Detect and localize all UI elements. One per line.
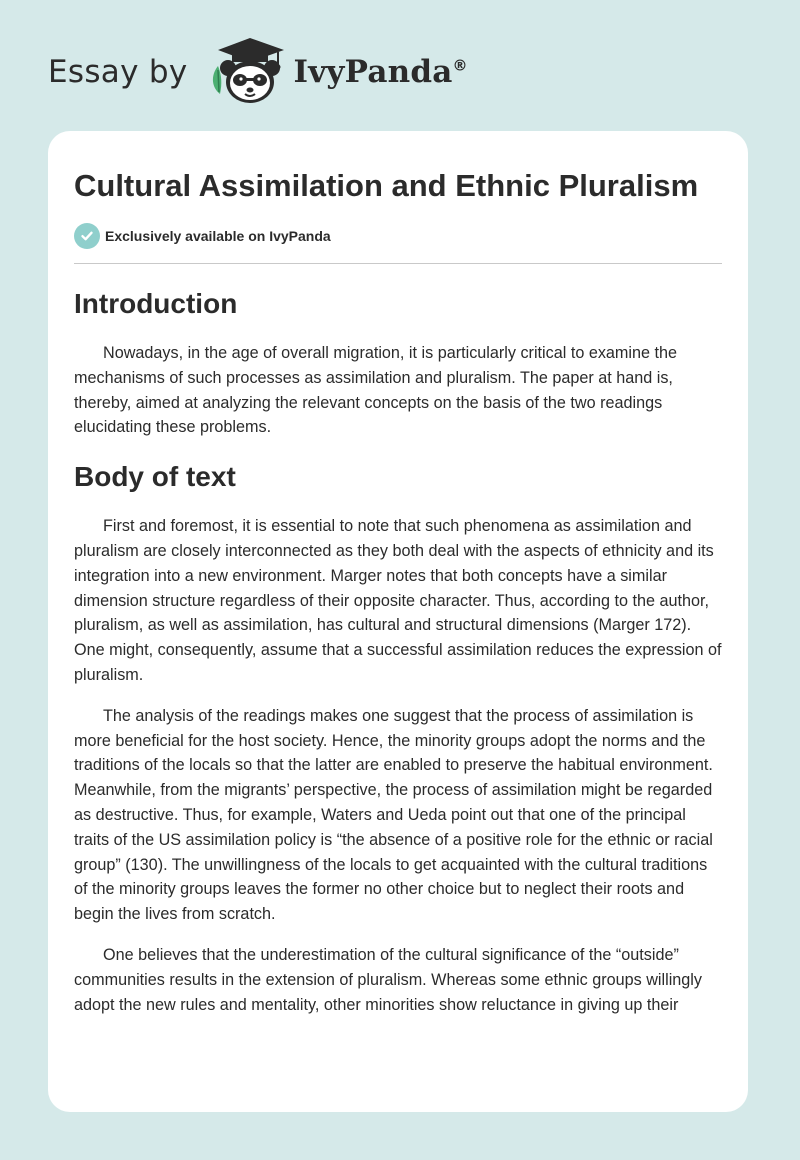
section-heading-body: Body of text	[74, 461, 236, 493]
essay-title: Cultural Assimilation and Ethnic Pluralism	[74, 168, 699, 203]
essay-by-label: Essay by	[48, 54, 188, 90]
panda-graduate-logo-icon[interactable]	[204, 36, 288, 108]
registered-mark: ®	[452, 56, 468, 75]
exclusive-badge	[74, 222, 722, 250]
site-header	[48, 36, 468, 108]
intro-paragraph: Nowadays, in the age of overall migration, it is particularly critical to examine the mechanisms of such processes as assimilation and pluralism. The paper at hand is, thereby, aimed at analyzing the relevant concepts on the basis of the two readings elucidating these problems.	[74, 344, 678, 437]
body-paragraph-1: First and foremost, it is essential to note that such phenomena as assimilation and pluralism are closely interconnected as they both deal with the aspects of ethnicity and its integration into a new environment. Marger notes that both concepts have a similar dimension structure regardless of their opposite character. Thus, according to the author, pluralism, as well as assimilation, has cultural and structural dimensions (Marger 172). One might, consequently, assume that a successful assimilation reduces the expression of pluralism.	[74, 517, 722, 684]
body-paragraph-2: The analysis of the readings makes one suggest that the process of assimilation is more beneficial for the host society. Hence, the minority groups adopt the norms and the traditions of the locals so that the latter are enabled to preserve the habitual environment. Meanwhile, from the migrants’ perspective, the process of assimilation might be regarded as destructive. Thus, for example, Waters and Ueda point out that one of the principal traits of the US assimilation policy is “the absence of a positive role for the ethnic or racial group” (130). The unwillingness of the locals to get acquainted with the cultural traditions of the minority groups leaves the former no other choice but to neglect their roots and begin the lives from scratch.	[74, 706, 713, 924]
title-divider	[74, 263, 722, 264]
exclusive-badge-label: Exclusively available on IvyPanda	[105, 228, 331, 244]
body-paragraph-3: One believes that the underestimation of the cultural significance of the “outside” communities results in the extension of pluralism. Whereas some ethnic groups willingly adopt the new rules and mentality, other minorities show reluctance in giving up their	[74, 945, 702, 1014]
section-heading-introduction: Introduction	[74, 288, 238, 319]
essay-card	[48, 131, 748, 1112]
brand-name[interactable]: IvyPanda®	[293, 54, 468, 90]
check-circle-icon	[74, 223, 100, 249]
